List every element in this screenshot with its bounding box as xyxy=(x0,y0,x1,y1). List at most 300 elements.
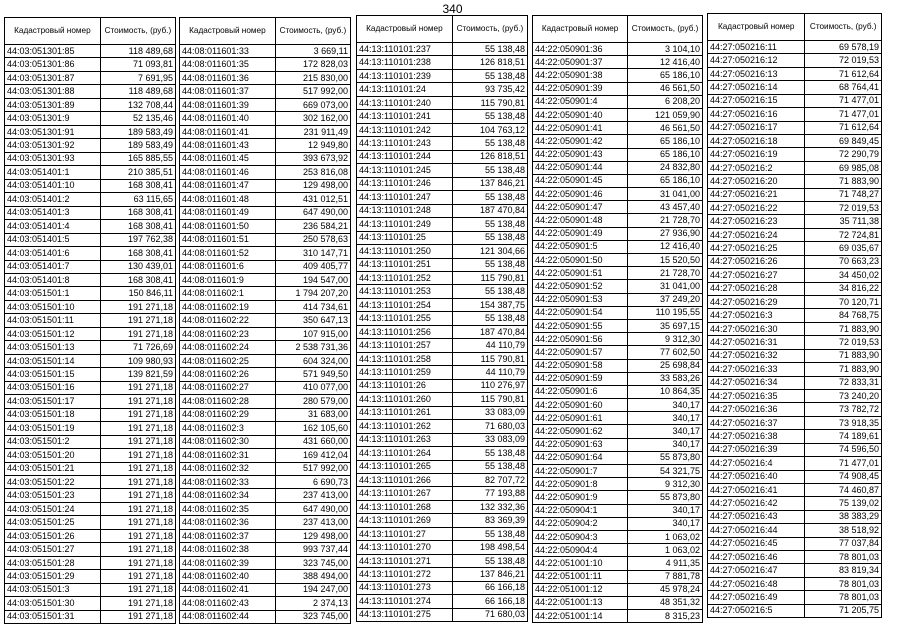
cadastral-number-cell: 44:22:050901:39 xyxy=(533,82,628,95)
header-cost: Стоимость, (руб.) xyxy=(100,18,175,45)
cost-cell: 35 711,38 xyxy=(805,215,882,228)
cost-cell: 55 138,48 xyxy=(452,460,527,473)
cadastral-number-cell: 44:13:110101:248 xyxy=(357,204,453,217)
cadastral-number-cell: 44:08:011602:30 xyxy=(180,435,276,448)
cadastral-number-cell: 44:08:011601:52 xyxy=(180,247,276,260)
cadastral-number-cell: 44:13:110101:242 xyxy=(357,123,453,136)
cadastral-number-cell: 44:03:051501:27 xyxy=(5,543,101,556)
cadastral-number-cell: 44:08:011602:27 xyxy=(180,381,276,394)
cadastral-number-cell: 44:08:011601:45 xyxy=(180,152,276,165)
cadastral-number-cell: 44:08:011602:32 xyxy=(180,462,276,475)
cost-cell: 2 374,13 xyxy=(275,597,350,610)
cadastral-number-cell: 44:22:050901:5 xyxy=(533,240,628,253)
cadastral-number-cell: 44:22:050901:49 xyxy=(533,227,628,240)
cost-cell: 191 271,18 xyxy=(100,408,175,421)
cadastral-number-cell: 44:08:011601:33 xyxy=(180,45,276,58)
table-row xyxy=(708,322,882,335)
cadastral-number-cell: 44:08:011602:1 xyxy=(180,287,276,300)
cadastral-number-cell: 44:08:011602:43 xyxy=(180,597,276,610)
table-row xyxy=(533,438,703,451)
table-row xyxy=(357,150,528,163)
cadastral-number-cell: 44:13:110101:261 xyxy=(357,406,453,419)
cadastral-number-cell: 44:22:050901:62 xyxy=(533,425,628,438)
cadastral-number-cell: 44:27:050216:48 xyxy=(708,577,805,590)
cadastral-number-cell: 44:03:051501:13 xyxy=(5,341,101,354)
header-cadastral-number: Кадастровый номер xyxy=(533,16,628,43)
cadastral-number-cell: 44:27:050216:36 xyxy=(708,403,805,416)
table-row xyxy=(533,293,703,306)
cadastral-number-cell: 44:27:050216:24 xyxy=(708,228,805,241)
cadastral-number-cell: 44:27:050216:38 xyxy=(708,430,805,443)
table-row xyxy=(5,287,176,300)
cadastral-number-cell: 44:27:050216:30 xyxy=(708,322,805,335)
cost-cell: 31 041,00 xyxy=(628,280,703,293)
cadastral-number-cell: 44:08:011602:25 xyxy=(180,354,276,367)
cost-cell: 121 059,90 xyxy=(628,108,703,121)
cadastral-number-cell: 44:22:050901:7 xyxy=(533,465,628,478)
cost-cell: 73 918,35 xyxy=(805,416,882,429)
cost-cell: 24 832,80 xyxy=(628,161,703,174)
cost-cell: 3 669,11 xyxy=(275,45,350,58)
table-row xyxy=(180,368,351,381)
table-row xyxy=(180,341,351,354)
table-row xyxy=(357,245,528,258)
table-row xyxy=(708,537,882,550)
cadastral-number-cell: 44:03:051301:92 xyxy=(5,139,101,152)
cadastral-number-cell: 44:27:050216:2 xyxy=(708,161,805,174)
table-row xyxy=(533,161,703,174)
table-row xyxy=(5,193,176,206)
table-row xyxy=(180,193,351,206)
table-row xyxy=(357,460,528,473)
cadastral-number-cell: 44:27:050216:21 xyxy=(708,188,805,201)
table-row xyxy=(180,583,351,596)
cadastral-number-cell: 44:13:110101:274 xyxy=(357,595,453,608)
table-row xyxy=(533,399,703,412)
cost-cell: 302 162,00 xyxy=(275,112,350,125)
table-row xyxy=(533,82,703,95)
cost-cell: 137 846,21 xyxy=(452,568,527,581)
cadastral-number-cell: 44:08:011601:9 xyxy=(180,273,276,286)
cost-cell: 154 387,75 xyxy=(452,298,527,311)
cadastral-number-cell: 44:03:051301:91 xyxy=(5,125,101,138)
cadastral-number-cell: 44:27:050216:46 xyxy=(708,551,805,564)
cost-cell: 12 416,40 xyxy=(628,56,703,69)
cadastral-number-cell: 44:03:051501:23 xyxy=(5,489,101,502)
table-row xyxy=(357,325,528,338)
cadastral-number-cell: 44:27:050216:14 xyxy=(708,81,805,94)
cadastral-number-cell: 44:13:110101:267 xyxy=(357,487,453,500)
table-row xyxy=(533,530,703,543)
table-row xyxy=(357,298,528,311)
cost-cell: 72 019,53 xyxy=(805,336,882,349)
table-row xyxy=(357,285,528,298)
cost-cell: 121 304,66 xyxy=(452,245,527,258)
cadastral-number-cell: 44:13:110101:263 xyxy=(357,433,453,446)
cost-cell: 65 186,10 xyxy=(628,148,703,161)
cost-cell: 71 612,64 xyxy=(805,67,882,80)
cadastral-number-cell: 44:03:051401:4 xyxy=(5,220,101,233)
cost-cell: 107 915,00 xyxy=(275,327,350,340)
cost-cell: 74 596,50 xyxy=(805,443,882,456)
table-row xyxy=(533,201,703,214)
cost-cell: 33 583,26 xyxy=(628,372,703,385)
table-row xyxy=(357,474,528,487)
cost-cell: 69 849,45 xyxy=(805,134,882,147)
table-row xyxy=(5,556,176,569)
header-row xyxy=(533,16,703,43)
cadastral-number-cell: 44:03:051301:88 xyxy=(5,85,101,98)
cost-cell: 109 980,93 xyxy=(100,354,175,367)
cost-cell: 198 498,54 xyxy=(452,541,527,554)
table-row xyxy=(533,95,703,108)
cadastral-number-cell: 44:13:110101:25 xyxy=(357,231,453,244)
cost-cell: 55 138,48 xyxy=(452,164,527,177)
table-row xyxy=(357,96,528,109)
cost-cell: 388 494,00 xyxy=(275,570,350,583)
table-row xyxy=(533,240,703,253)
cost-cell: 3 104,10 xyxy=(628,43,703,56)
cadastral-number-cell: 44:27:050216:11 xyxy=(708,41,805,54)
cadastral-number-cell: 44:27:050216:22 xyxy=(708,202,805,215)
table-row xyxy=(357,366,528,379)
table-row xyxy=(533,478,703,491)
table-row xyxy=(357,447,528,460)
cost-cell: 168 308,41 xyxy=(100,179,175,192)
cadastral-number-cell: 44:13:110101:27 xyxy=(357,527,453,540)
table-row xyxy=(5,220,176,233)
table-row xyxy=(180,597,351,610)
table-row xyxy=(708,121,882,134)
table-row xyxy=(5,583,176,596)
table-row xyxy=(180,327,351,340)
cost-cell: 340,17 xyxy=(628,504,703,517)
table-row xyxy=(5,98,176,111)
cadastral-table-4 xyxy=(532,15,703,623)
cadastral-number-cell: 44:27:050216:40 xyxy=(708,470,805,483)
cost-cell: 231 911,49 xyxy=(275,125,350,138)
cost-cell: 44 110,79 xyxy=(452,339,527,352)
table-row xyxy=(533,148,703,161)
cost-cell: 129 498,00 xyxy=(275,529,350,542)
cadastral-number-cell: 44:03:051401:5 xyxy=(5,233,101,246)
cadastral-number-cell: 44:27:050216:18 xyxy=(708,134,805,147)
cost-cell: 191 271,18 xyxy=(100,462,175,475)
cadastral-number-cell: 44:08:011602:19 xyxy=(180,300,276,313)
cost-cell: 126 818,51 xyxy=(452,150,527,163)
cost-cell: 191 271,18 xyxy=(100,381,175,394)
table-row xyxy=(708,336,882,349)
table-row xyxy=(180,206,351,219)
table-row xyxy=(357,271,528,284)
cadastral-number-cell: 44:27:050216:28 xyxy=(708,282,805,295)
cost-cell: 12 416,40 xyxy=(628,240,703,253)
cost-cell: 46 561,50 xyxy=(628,82,703,95)
cost-cell: 191 271,18 xyxy=(100,543,175,556)
cadastral-number-cell: 44:13:110101:246 xyxy=(357,177,453,190)
table-row xyxy=(5,273,176,286)
cost-cell: 172 828,03 xyxy=(275,58,350,71)
table-row xyxy=(5,543,176,556)
table-row xyxy=(533,451,703,464)
header-cost: Стоимость, (руб.) xyxy=(275,18,350,45)
header-cost: Стоимость, (руб.) xyxy=(805,14,882,41)
cost-cell: 191 271,18 xyxy=(100,516,175,529)
cost-cell: 104 763,12 xyxy=(452,123,527,136)
cost-cell: 168 308,41 xyxy=(100,273,175,286)
cost-cell: 69 985,08 xyxy=(805,161,882,174)
table-row xyxy=(5,462,176,475)
cadastral-number-cell: 44:03:051501:1 xyxy=(5,287,101,300)
table-row xyxy=(708,591,882,604)
cadastral-number-cell: 44:22:050901:52 xyxy=(533,280,628,293)
cadastral-number-cell: 44:22:050901:8 xyxy=(533,478,628,491)
cadastral-number-cell: 44:03:051501:28 xyxy=(5,556,101,569)
cadastral-number-cell: 44:08:011601:41 xyxy=(180,125,276,138)
cost-cell: 74 189,61 xyxy=(805,430,882,443)
cost-cell: 340,17 xyxy=(628,425,703,438)
cost-cell: 410 077,00 xyxy=(275,381,350,394)
cost-cell: 191 271,18 xyxy=(100,476,175,489)
table-row xyxy=(5,408,176,421)
table-row xyxy=(708,349,882,362)
cadastral-number-cell: 44:22:050901:51 xyxy=(533,267,628,280)
table-row xyxy=(357,433,528,446)
cadastral-number-cell: 44:08:011602:34 xyxy=(180,489,276,502)
cadastral-number-cell: 44:22:051001:10 xyxy=(533,557,628,570)
cost-cell: 71 205,75 xyxy=(805,604,882,617)
cadastral-number-cell: 44:22:050904:2 xyxy=(533,517,628,530)
cost-cell: 4 911,35 xyxy=(628,557,703,570)
cost-cell: 191 271,18 xyxy=(100,314,175,327)
cadastral-number-cell: 44:13:110101:260 xyxy=(357,393,453,406)
cost-cell: 38 518,92 xyxy=(805,524,882,537)
cadastral-number-cell: 44:27:050216:42 xyxy=(708,497,805,510)
cadastral-number-cell: 44:03:051501:12 xyxy=(5,327,101,340)
cadastral-number-cell: 44:08:011601:36 xyxy=(180,71,276,84)
table-row xyxy=(533,306,703,319)
cadastral-number-cell: 44:08:011602:28 xyxy=(180,395,276,408)
cost-cell: 132 332,36 xyxy=(452,500,527,513)
cadastral-number-cell: 44:03:051501:17 xyxy=(5,395,101,408)
cadastral-number-cell: 44:13:110101:254 xyxy=(357,298,453,311)
table-row xyxy=(708,175,882,188)
cost-cell: 191 271,18 xyxy=(100,502,175,515)
cadastral-number-cell: 44:03:051501:19 xyxy=(5,422,101,435)
cadastral-number-cell: 44:22:050901:63 xyxy=(533,438,628,451)
cost-cell: 165 885,55 xyxy=(100,152,175,165)
table-row xyxy=(357,420,528,433)
table-row xyxy=(708,161,882,174)
table-row xyxy=(708,255,882,268)
table-row xyxy=(357,527,528,540)
cadastral-number-cell: 44:08:011601:43 xyxy=(180,139,276,152)
table-row xyxy=(533,570,703,583)
cost-cell: 74 460,87 xyxy=(805,483,882,496)
table-row xyxy=(708,376,882,389)
cost-cell: 55 138,48 xyxy=(452,312,527,325)
cost-cell: 194 547,00 xyxy=(275,273,350,286)
cost-cell: 110 195,55 xyxy=(628,306,703,319)
table-row xyxy=(180,152,351,165)
table-row xyxy=(180,166,351,179)
table-row xyxy=(357,406,528,419)
cost-cell: 168 308,41 xyxy=(100,220,175,233)
table-row xyxy=(533,517,703,530)
cost-cell: 189 583,49 xyxy=(100,125,175,138)
table-row xyxy=(357,43,528,56)
cost-cell: 669 073,00 xyxy=(275,98,350,111)
cost-cell: 310 147,71 xyxy=(275,247,350,260)
table-row xyxy=(357,379,528,392)
cost-cell: 38 383,29 xyxy=(805,510,882,523)
cadastral-table-3 xyxy=(356,15,528,622)
table-row xyxy=(180,139,351,152)
table-row xyxy=(533,56,703,69)
cadastral-number-cell: 44:03:051301:87 xyxy=(5,71,101,84)
table-row xyxy=(708,108,882,121)
cadastral-number-cell: 44:27:050216:45 xyxy=(708,537,805,550)
cost-cell: 168 308,41 xyxy=(100,247,175,260)
table-row xyxy=(708,296,882,309)
cost-cell: 77 037,84 xyxy=(805,537,882,550)
cost-cell: 52 135,46 xyxy=(100,112,175,125)
table-row xyxy=(180,71,351,84)
table-row xyxy=(180,247,351,260)
cadastral-number-cell: 44:13:110101:24 xyxy=(357,83,453,96)
cost-cell: 74 908,45 xyxy=(805,470,882,483)
table-row xyxy=(180,287,351,300)
cost-cell: 48 351,32 xyxy=(628,596,703,609)
cost-cell: 236 584,21 xyxy=(275,220,350,233)
cost-cell: 130 439,01 xyxy=(100,260,175,273)
cost-cell: 187 470,84 xyxy=(452,204,527,217)
cadastral-number-cell: 44:27:050216:17 xyxy=(708,121,805,134)
cadastral-number-cell: 44:22:050901:41 xyxy=(533,122,628,135)
table-row xyxy=(5,45,176,58)
cost-cell: 118 489,68 xyxy=(100,45,175,58)
header-cadastral-number: Кадастровый номер xyxy=(708,14,805,41)
cadastral-number-cell: 44:27:050216:26 xyxy=(708,255,805,268)
table-row xyxy=(708,242,882,255)
cadastral-number-cell: 44:22:050904:1 xyxy=(533,504,628,517)
cost-cell: 189 583,49 xyxy=(100,139,175,152)
cadastral-number-cell: 44:27:050216:29 xyxy=(708,296,805,309)
cadastral-number-cell: 44:13:110101:273 xyxy=(357,581,453,594)
table-row xyxy=(533,359,703,372)
cost-cell: 1 063,02 xyxy=(628,530,703,543)
table-row xyxy=(533,491,703,504)
cadastral-number-cell: 44:22:050901:61 xyxy=(533,412,628,425)
cost-cell: 55 873,80 xyxy=(628,451,703,464)
cost-cell: 280 579,00 xyxy=(275,395,350,408)
cadastral-number-cell: 44:08:011601:46 xyxy=(180,166,276,179)
cost-cell: 72 290,79 xyxy=(805,148,882,161)
cadastral-number-cell: 44:13:110101:252 xyxy=(357,271,453,284)
cost-cell: 69 035,67 xyxy=(805,242,882,255)
table-row xyxy=(5,381,176,394)
table-row xyxy=(357,500,528,513)
cadastral-number-cell: 44:03:051301:93 xyxy=(5,152,101,165)
cost-cell: 571 949,50 xyxy=(275,368,350,381)
cadastral-number-cell: 44:03:051501:14 xyxy=(5,354,101,367)
table-row xyxy=(180,314,351,327)
cost-cell: 65 186,10 xyxy=(628,135,703,148)
cadastral-number-cell: 44:08:011601:51 xyxy=(180,233,276,246)
table-row xyxy=(180,98,351,111)
cadastral-number-cell: 44:13:110101:259 xyxy=(357,366,453,379)
table-row xyxy=(708,470,882,483)
cost-cell: 34 450,02 xyxy=(805,269,882,282)
cadastral-number-cell: 44:08:011602:3 xyxy=(180,422,276,435)
cost-cell: 187 470,84 xyxy=(452,325,527,338)
table-row xyxy=(708,577,882,590)
cadastral-number-cell: 44:08:011602:33 xyxy=(180,476,276,489)
table-row xyxy=(708,564,882,577)
table-row xyxy=(180,125,351,138)
cost-cell: 78 801,03 xyxy=(805,577,882,590)
cost-cell: 68 764,41 xyxy=(805,81,882,94)
cadastral-number-cell: 44:08:011601:49 xyxy=(180,206,276,219)
table-row xyxy=(357,581,528,594)
cost-cell: 1 063,02 xyxy=(628,544,703,557)
table-row xyxy=(708,497,882,510)
table-row xyxy=(533,596,703,609)
cost-cell: 414 734,61 xyxy=(275,300,350,313)
cadastral-number-cell: 44:13:110101:272 xyxy=(357,568,453,581)
table-row xyxy=(533,43,703,56)
cadastral-number-cell: 44:03:051301:85 xyxy=(5,45,101,58)
cadastral-number-cell: 44:22:050901:6 xyxy=(533,385,628,398)
cadastral-number-cell: 44:03:051501:21 xyxy=(5,462,101,475)
cadastral-number-cell: 44:27:050216:34 xyxy=(708,376,805,389)
table-row xyxy=(708,363,882,376)
cost-cell: 115 790,81 xyxy=(452,271,527,284)
table-row xyxy=(357,339,528,352)
table-row xyxy=(180,381,351,394)
cadastral-number-cell: 44:22:050904:4 xyxy=(533,544,628,557)
cadastral-table-2 xyxy=(179,17,351,624)
cadastral-number-cell: 44:03:051501:22 xyxy=(5,476,101,489)
cadastral-number-cell: 44:22:051001:11 xyxy=(533,570,628,583)
table-row xyxy=(5,354,176,367)
cost-cell: 8 315,23 xyxy=(628,610,703,623)
cadastral-number-cell: 44:22:050901:59 xyxy=(533,372,628,385)
cost-cell: 71 748,27 xyxy=(805,188,882,201)
table-row xyxy=(357,312,528,325)
cost-cell: 191 271,18 xyxy=(100,610,175,623)
cadastral-number-cell: 44:13:110101:256 xyxy=(357,325,453,338)
table-row xyxy=(180,260,351,273)
table-row xyxy=(708,551,882,564)
table-row xyxy=(708,389,882,402)
cost-cell: 409 405,77 xyxy=(275,260,350,273)
cost-cell: 237 413,00 xyxy=(275,489,350,502)
cadastral-number-cell: 44:27:050216:3 xyxy=(708,309,805,322)
table-row xyxy=(533,425,703,438)
table-row xyxy=(180,273,351,286)
table-row xyxy=(357,541,528,554)
cost-cell: 55 138,48 xyxy=(452,191,527,204)
cadastral-number-cell: 44:03:051501:30 xyxy=(5,597,101,610)
cost-cell: 65 186,10 xyxy=(628,174,703,187)
cadastral-number-cell: 44:03:051501:10 xyxy=(5,300,101,313)
cost-cell: 33 083,09 xyxy=(452,406,527,419)
cadastral-number-cell: 44:27:050216:32 xyxy=(708,349,805,362)
cadastral-number-cell: 44:03:051401:3 xyxy=(5,206,101,219)
cost-cell: 66 166,18 xyxy=(452,581,527,594)
table-row xyxy=(5,597,176,610)
